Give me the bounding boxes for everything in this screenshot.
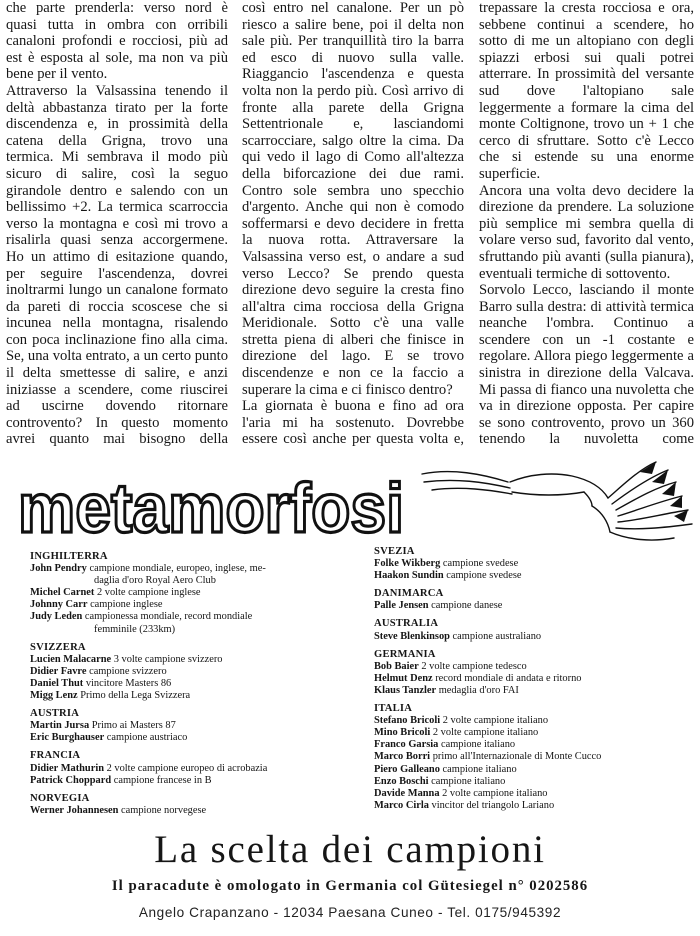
- paragraph: Sorvolo Lecco, lasciando il monte Barro sulla destra: di attività termica neanche l'ombra. Continuo a scendere con un -1 costante e regolare. Allora piego leggermente a sinistra in direzione della Valcava. Mi passa di fianco una nuvoletta che va in direzione opposta. Per capire se sono controvento, provo un 360 tenendo la nuvoletta come: [479, 282, 694, 446]
- champion-entry: [374, 631, 684, 643]
- champion-title: campione norvegese: [121, 804, 207, 816]
- country-heading: ITALIA: [374, 703, 413, 715]
- paragraph: che parte prenderla: verso nord è quasi tutta in ombra con orribili canaloni profondi e rocciosi, più ad est è esposta al sole, ma non va più bene per il vento.: [6, 0, 228, 83]
- champion-entry: [374, 751, 684, 763]
- champion-entry: [374, 727, 684, 739]
- champion-title: 2 volte campione tedesco: [421, 660, 527, 672]
- article-column-3: [479, 0, 694, 446]
- champion-name: Judy Leden: [30, 611, 83, 623]
- champions-list-left: [30, 551, 340, 817]
- champion-title: campionessa mondiale, record mondiale: [84, 611, 253, 623]
- champion-entry: [30, 732, 340, 744]
- certification-line: Il paracadute è omologato in Germania col Gütesiegel n° 0202586: [111, 878, 589, 894]
- champion-title: campione francese in B: [113, 774, 212, 786]
- paragraph: Ancora una volta devo decidere la direzione da prendere. La soluzione più semplice mi sembra quella di volare verso sud, favorito dal vento, sfruttando più avanti (sulla pianura), eventuali termiche di sottovento.: [479, 182, 694, 282]
- champion-title: 2 volte campione italiano: [432, 727, 539, 739]
- bird-illustration: [412, 452, 700, 544]
- champion-name: Bob Baier: [374, 660, 419, 672]
- country-heading: GERMANIA: [374, 648, 436, 660]
- champion-name: Palle Jensen: [374, 600, 429, 612]
- champion-title: campione danese: [431, 600, 503, 612]
- champion-name: Michel Carnet: [30, 587, 95, 599]
- champion-name: Klaus Tanzler: [374, 684, 437, 696]
- country-heading: AUSTRIA: [30, 708, 80, 720]
- country-heading: DANIMARCA: [374, 588, 444, 600]
- champion-name: Eric Burghauser: [30, 732, 105, 744]
- champion-title: vincitore Masters 86: [85, 677, 172, 689]
- champion-entry: [374, 715, 684, 727]
- champion-title: campione svedese: [442, 558, 519, 570]
- champion-entry: [374, 570, 684, 582]
- champion-title: campione mondiale, europeo, inglese, me-: [89, 563, 266, 575]
- champion-name: Marco Borri: [374, 751, 431, 763]
- champion-title: campione italiano: [440, 739, 516, 751]
- champion-name: Folke Wikberg: [374, 558, 441, 570]
- champion-entry: [30, 805, 340, 817]
- champion-name: Franco Garsia: [374, 739, 439, 751]
- champion-entry: [30, 775, 340, 787]
- champion-name: Martin Jursa: [30, 720, 90, 732]
- champion-title: medaglia d'oro FAI: [438, 684, 519, 696]
- champion-name: Steve Blenkinsop: [374, 630, 450, 642]
- champion-name: Lucien Malacarne: [30, 653, 112, 665]
- champion-entry: [30, 654, 340, 666]
- champion-name: Enzo Boschi: [374, 775, 429, 787]
- metamorfosi-logo: [14, 476, 410, 546]
- paragraph: trepassare la cresta rocciosa e ora, sebbene continui a scendere, ho sotto di me un altopiano con degli spiazzi erbosi sui quali potrei atterrare. In prossimità del versante sud dove l'altopiano sale leggermente a formare la cima del monte Coltignone, trovo un + 1 che cerco di sfruttare. Sotto c'è Lecco che si estende su una enorme superficie.: [479, 0, 694, 182]
- champion-name: Patrick Choppard: [30, 774, 112, 786]
- champion-title: 3 volte campione svizzero: [113, 653, 223, 665]
- champion-entry: [374, 600, 684, 612]
- champion-entry: [30, 599, 340, 611]
- champion-title-continued: femminile (233km): [94, 623, 176, 635]
- champion-title: 2 volte campione italiano: [442, 715, 549, 727]
- champion-name: Daniel Thut: [30, 677, 84, 689]
- champion-entry: [374, 776, 684, 788]
- champion-entry: [374, 673, 684, 685]
- champion-title: campione svizzero: [89, 665, 167, 677]
- champion-title: record mondiale di andata e ritorno: [435, 672, 582, 684]
- champion-name: Migg Lenz: [30, 690, 78, 702]
- champion-title: campione italiano: [442, 763, 517, 775]
- article-column-2: [242, 0, 464, 446]
- champion-title: Primo ai Masters 87: [91, 720, 176, 732]
- country-heading: NORVEGIA: [30, 792, 90, 804]
- champion-entry: [30, 763, 340, 775]
- country-heading: FRANCIA: [30, 750, 81, 762]
- champion-entry: [30, 678, 340, 690]
- champion-title: Primo della Lega Svizzera: [80, 690, 191, 702]
- champion-entry: [374, 764, 684, 776]
- champion-entry: [30, 690, 340, 702]
- contact-address: Angelo Crapanzano - 12034 Paesana Cuneo - Tel. 0175/945392: [138, 905, 562, 920]
- article-column-1: [6, 0, 228, 446]
- paragraph: così entro nel canalone. Per un pò riesco a salire bene, poi il delta non sale più. Per tranquillità tiro la barra ed esco di nuovo sulla valle. Riaggancio l'ascendenza e questa volta non la perdo più. Così arrivo di fronte alla parete della Grigna Settentrionale e, lasciandomi scarrocciare, salgo oltre la cima. Da qui vedo il lago di Como all'altezza della biforcazione dei due rami. Contro sole sembra uno specchio d'argento. Anche qui non è comodo soffermarsi e devo decidere in fretta la nuova rotta. Attraversare la Valsassina verso est, o andare a sud verso Lecco? Se prendo questa direzione devo seguire la cresta fino all'altra cima rocciosa della Grigna Meridionale. Sotto c'è una valle stretta piena di alberi che finisce in direzione del lago. E se trovo discendenze e non ce la faccio a superare la cima e ci finisco dentro?: [242, 0, 464, 398]
- champion-entry: [30, 563, 340, 575]
- champion-entry: [374, 800, 684, 812]
- champion-entry: [374, 739, 684, 751]
- champion-title: 2 volte campione europeo di acrobazia: [106, 762, 268, 774]
- champion-name: Johnny Carr: [30, 599, 88, 611]
- champion-entry: [30, 666, 340, 678]
- champion-title: campione italiano: [431, 775, 506, 787]
- champion-title: primo all'Internazionale di Monte Cucco: [432, 751, 602, 763]
- champion-entry: [30, 587, 340, 599]
- champion-name: Helmut Denz: [374, 672, 433, 684]
- champion-entry: [30, 720, 340, 732]
- champion-title: 2 volte campione italiano: [442, 787, 548, 799]
- ad-slogan: La scelta dei campioni: [154, 828, 546, 871]
- champion-title: campione austriaco: [106, 732, 188, 744]
- paragraph: Attraverso la Valsassina tenendo il deltà abbastanza tirato per la forte discendenza e, in prossimità della catena della Grigna, trovo una termica. Mi sembrava il modo più sicuro di salire, così la seguo girandole dentro e salendo con un bellissimo +2. La termica scarroccia verso la montagna e così mi trovo a risalirla quasi senza accorgermene. Ho un attimo di esitazione quando, per seguire l'ascendenza, dovrei inoltrarmi lungo un canalone formato da pareti di roccia scoscese che si incunea nella montagna, risalendo con poca inclinazione fino alla cima. Se, una volta entrato, a un certo punto il delta smettesse di salire, e anzi iniziasse a scendere, come riuscirei ad uscirne dovendo ritornare controvento? In questo momento avrei quanto mai bisogno della: [6, 82, 228, 446]
- champion-name: Marco Cirla: [374, 799, 429, 811]
- country-heading: INGHILTERRA: [30, 551, 108, 562]
- country-heading: SVIZZERA: [30, 641, 86, 653]
- champion-entry: [374, 685, 684, 697]
- country-heading: SVEZIA: [374, 546, 415, 557]
- champion-title: campione inglese: [90, 599, 163, 611]
- champion-name: Didier Favre: [30, 665, 87, 677]
- champion-title-continued: daglia d'oro Royal Aero Club: [94, 575, 216, 587]
- champion-entry: [374, 558, 684, 570]
- champion-title: campione australiano: [452, 630, 542, 642]
- champion-title: 2 volte campione inglese: [96, 587, 201, 599]
- champion-entry: [30, 611, 340, 623]
- country-heading: AUSTRALIA: [374, 618, 439, 630]
- champion-name: Stefano Bricoli: [374, 715, 441, 727]
- champion-name: Mino Bricoli: [374, 727, 431, 739]
- champion-title: campione svedese: [446, 570, 522, 582]
- champion-name: John Pendry: [30, 563, 87, 575]
- paragraph: La giornata è buona e fino ad ora l'aria mi ha sostenuto. Dovrebbe essere così anche per questa volta e,: [242, 398, 464, 446]
- brand-logotype: metamorfosi: [18, 476, 404, 546]
- champion-name: Haakon Sundin: [374, 570, 444, 582]
- champion-name: Werner Johannesen: [30, 804, 119, 816]
- champion-name: Piero Galleano: [374, 763, 440, 775]
- champion-name: Davide Manna: [374, 787, 440, 799]
- champions-list-right: [374, 546, 684, 812]
- champion-title: vincitor del triangolo Lariano: [431, 799, 555, 811]
- champion-name: Didier Mathurin: [30, 762, 104, 774]
- champion-entry: [374, 661, 684, 673]
- champion-entry: [374, 788, 684, 800]
